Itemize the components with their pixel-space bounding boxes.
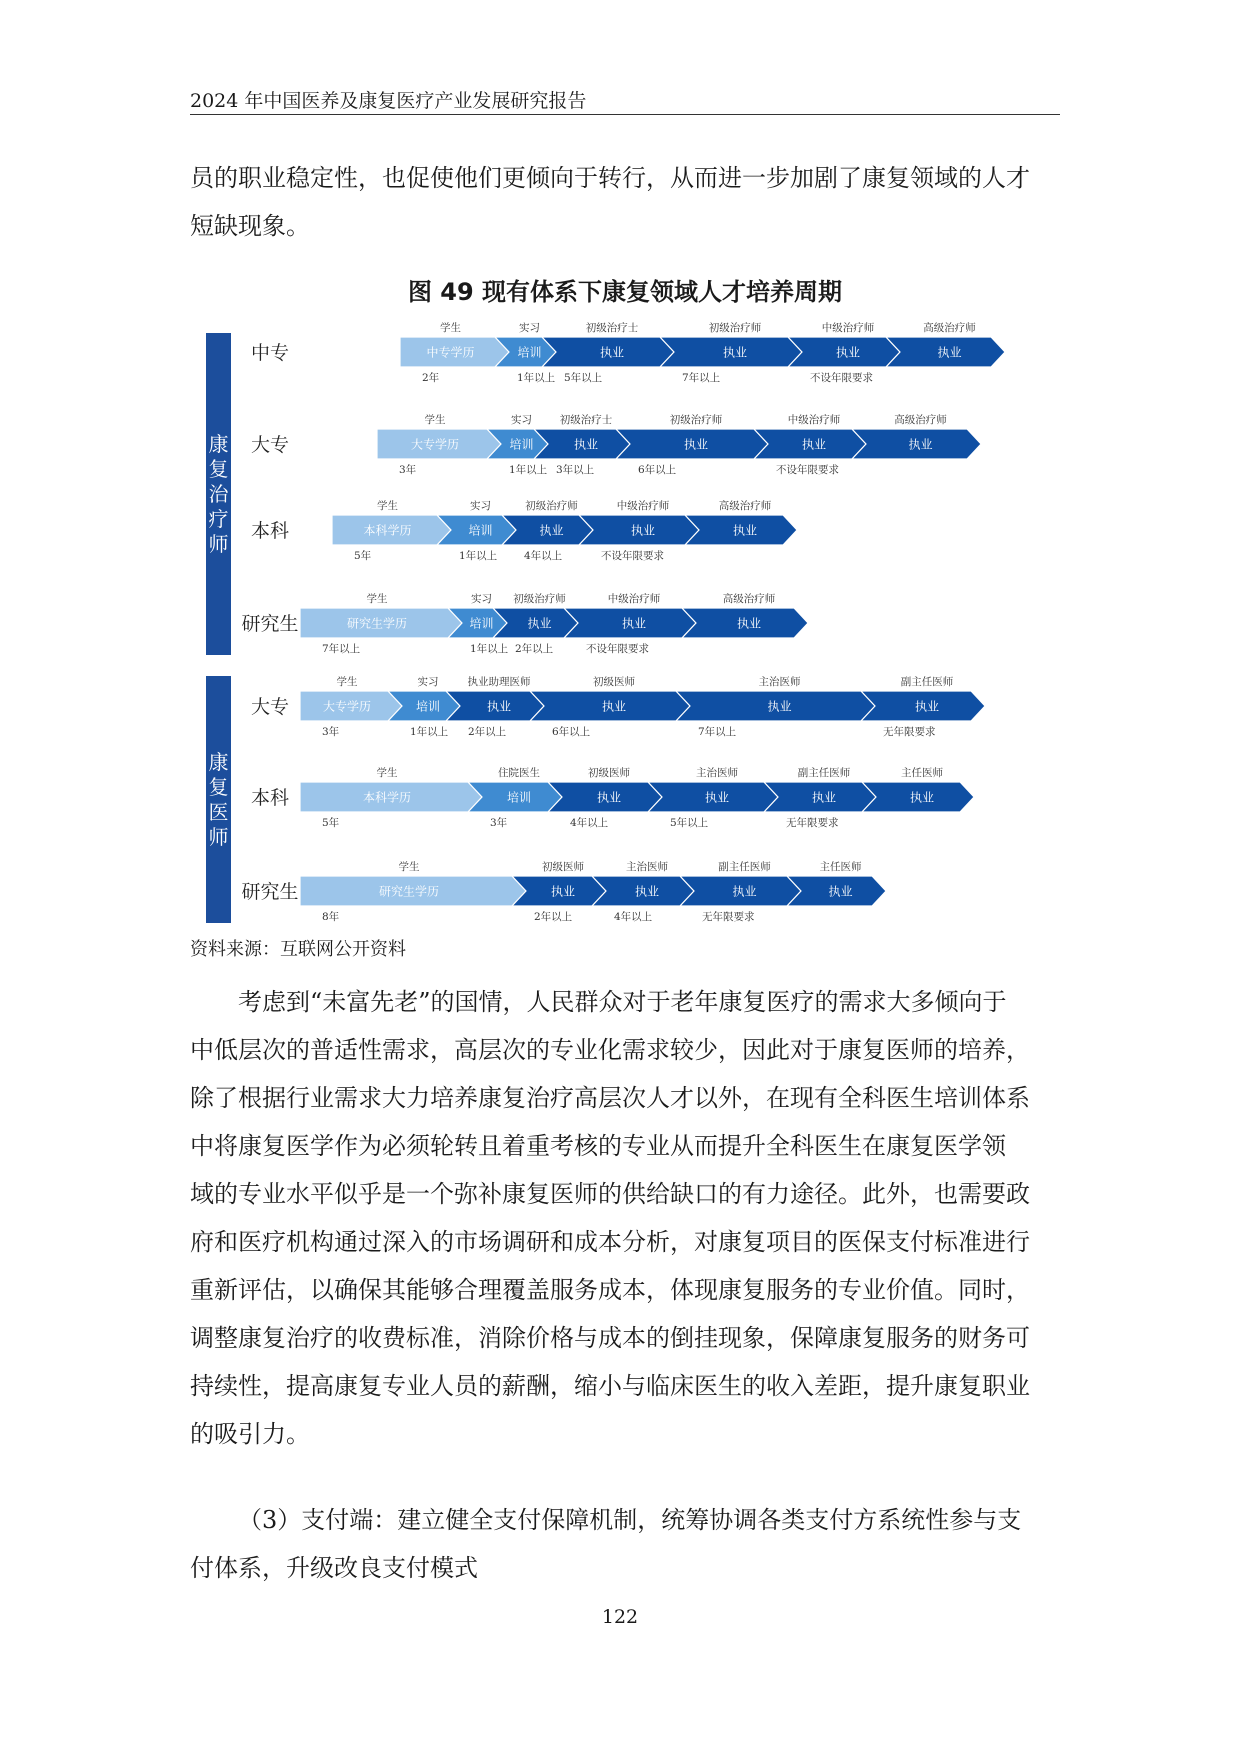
chevron-label: 培训 [468,523,493,538]
row-label: 大专 [250,434,290,456]
page-number: 122 [601,1606,639,1628]
stage-title: 副主任医师 [900,676,954,688]
stage-title: 执业助理医师 [467,676,531,688]
body-line: 中低层次的普适性需求，高层次的专业化需求较少，因此对于康复医师的培养， [190,1036,1030,1064]
stage-duration: 7年以上 [322,643,361,655]
chevron-label: 执业 [634,884,660,899]
stage-duration: 7年以上 [682,372,721,384]
stage-duration: 6年以上 [552,726,591,738]
row-label: 研究生 [241,881,299,903]
group-label-char: 康 [208,432,229,456]
chevron-label: 执业 [828,884,853,899]
stage-title: 初级治疗士 [585,322,639,334]
group-label-char: 复 [208,457,229,481]
stage-duration: 2年以上 [515,643,554,655]
body-line: 考虑到“未富先老”的国情，人民群众对于老年康复医疗的需求大多倾向于 [238,988,1007,1016]
section-heading-paragraph [190,1496,1060,1592]
stage-duration: 4年以上 [614,911,653,923]
stage-title: 住院医生 [498,767,540,779]
stage-title: 实习 [511,414,532,426]
stage-title: 中级治疗师 [607,593,661,605]
intro-line: 员的职业稳定性，也促使他们更倾向于转行，从而进一步加剧了康复领域的人才 [190,164,1030,192]
chevron-label: 执业 [601,699,627,714]
stage-duration: 5年以上 [564,372,603,384]
body-line: 中将康复医学作为必须轮转且着重考核的专业从而提升全科医生在康复医学领 [190,1132,1006,1160]
stage-title: 初级治疗士 [559,414,613,426]
stage-duration: 6年以上 [638,464,677,476]
group-label-char: 治 [208,482,229,506]
chevron-label: 执业 [937,345,962,360]
chevron-label: 执业 [801,437,827,452]
chevron-label: 执业 [527,616,552,631]
stage-title: 主治医师 [758,676,801,688]
chevron-label: 研究生学历 [346,616,408,631]
stage-title: 初级治疗师 [669,414,723,426]
chevron-label: 执业 [835,345,861,360]
stage-title: 实习 [470,500,491,512]
body-line: 的吸引力。 [190,1420,310,1448]
chevron-label: 执业 [596,790,622,805]
stage-title: 学生 [336,676,358,688]
body-line: 域的专业水平似乎是一个弥补康复医师的供给缺口的有力途径。此外，也需要政 [190,1180,1030,1208]
group-label-char: 复 [208,775,229,799]
body-line: 持续性，提高康复专业人员的薪酬，缩小与临床医生的收入差距，提升康复职业 [190,1372,1030,1400]
stage-title: 学生 [424,414,446,426]
stage-title: 实习 [471,593,492,605]
stage-duration: 不设年限要求 [776,464,839,476]
chevron-label: 本科学历 [362,790,412,805]
body-line: 除了根据行业需求大力培养康复治疗高层次人才以外，在现有全科医生培训体系 [190,1084,1030,1112]
chevron-label: 中专学历 [426,345,475,360]
stage-title: 实习 [417,676,439,688]
chevron-label: 执业 [909,790,935,805]
stage-title: 学生 [366,593,388,605]
stage-title: 学生 [376,767,398,779]
chevron-label: 执业 [704,790,730,805]
stage-title: 中级治疗师 [787,414,841,426]
chevron-label: 执业 [908,437,933,452]
chevron-label: 执业 [732,523,758,538]
group-label-char: 疗 [208,507,229,531]
chevron-label: 执业 [736,616,762,631]
stage-duration: 5年 [354,550,372,562]
stage-title: 初级治疗师 [708,322,762,334]
stage-title: 学生 [398,861,420,873]
row-label: 中专 [250,342,290,364]
stage-duration: 1年以上 [509,464,548,476]
stage-duration: 2年 [422,372,440,384]
stage-title: 主任医师 [901,767,943,779]
body-line: 调整康复治疗的收费标准，消除价格与成本的倒挂现象，保障康复服务的财务可 [190,1324,1030,1352]
chevron-label: 执业 [621,616,647,631]
group-label-char: 康 [208,750,229,774]
chevron-label: 执业 [722,345,748,360]
row-label: 本科 [250,520,290,542]
chevron-label: 执业 [811,790,837,805]
stage-duration: 不设年限要求 [586,643,649,655]
body-line: 府和医疗机构通过深入的市场调研和成本分析，对康复项目的医保支付标准进行 [190,1228,1030,1256]
stage-title: 初级治疗师 [513,593,566,605]
chevron-label: 培训 [517,345,542,360]
chevron-label: 执业 [486,699,512,714]
stage-duration: 不设年限要求 [810,372,873,384]
chevron-label: 培训 [415,699,441,714]
stage-title: 初级医师 [593,676,635,688]
stage-title: 中级治疗师 [821,322,875,334]
stage-duration: 3年以上 [556,464,595,476]
stage-duration: 不设年限要求 [601,550,664,562]
stage-title: 副主任医师 [718,861,771,873]
stage-title: 高级治疗师 [722,593,776,605]
stage-duration: 1年以上 [459,550,498,562]
running-header: 2024 年中国医养及康复医疗产业发展研究报告 [190,90,587,112]
chevron-label: 培训 [469,616,494,631]
chevron-label: 执业 [732,884,757,899]
stage-title: 高级治疗师 [894,414,947,426]
figure-title: 图 49 现有体系下康复领域人才培养周期 [407,278,843,306]
chevron-label: 执业 [599,345,625,360]
chevron-label: 执业 [914,699,940,714]
stage-duration: 无年限要求 [883,726,936,738]
chevron-label: 执业 [573,437,599,452]
chevron-label: 执业 [550,884,576,899]
stage-title: 初级治疗师 [525,500,578,512]
section-line: 付体系，升级改良支付模式 [190,1554,478,1582]
stage-title: 主治医师 [626,861,668,873]
stage-title: 初级医师 [588,767,630,779]
stage-title: 主治医师 [696,767,738,779]
stage-duration: 无年限要求 [786,817,839,829]
chevron-label: 本科学历 [363,523,412,538]
group-label-char: 师 [208,532,229,556]
body-paragraph [190,978,1060,1458]
stage-duration: 5年 [322,817,340,829]
stage-title: 初级医师 [542,861,584,873]
group-label-char: 师 [208,825,229,849]
stage-duration: 2年以上 [534,911,573,923]
chevron-label: 大专学历 [322,699,372,714]
chevron-label: 执业 [539,523,564,538]
stage-title: 高级治疗师 [718,500,772,512]
section-line: （3）支付端：建立健全支付保障机制，统筹协调各类支付方系统性参与支 [238,1506,1022,1534]
stage-duration: 8年 [322,911,340,923]
stage-title: 副主任医师 [797,767,851,779]
row-label: 本科 [250,787,290,809]
chevron-label: 执业 [683,437,709,452]
stage-title: 主任医师 [819,861,862,873]
chevron-label: 培训 [506,790,532,805]
stage-duration: 3年 [322,726,340,738]
chevron-label: 执业 [630,523,656,538]
stage-duration: 7年以上 [698,726,737,738]
chevron-label: 研究生学历 [378,884,440,899]
stage-title: 中级治疗师 [616,500,670,512]
group-label-char: 医 [208,800,229,824]
row-label: 研究生 [241,613,299,635]
row-label: 大专 [250,696,290,718]
chevron-label: 执业 [767,699,792,714]
chevron-label: 大专学历 [410,437,460,452]
stage-duration: 4年以上 [570,817,609,829]
chevron-label: 培训 [509,437,534,452]
stage-duration: 3年 [490,817,508,829]
stage-duration: 2年以上 [468,726,507,738]
stage-duration: 1年以上 [470,643,509,655]
stage-duration: 3年 [399,464,417,476]
stage-duration: 5年以上 [670,817,709,829]
stage-title: 高级治疗师 [923,322,976,334]
stage-duration: 1年以上 [410,726,449,738]
stage-duration: 4年以上 [524,550,563,562]
stage-duration: 无年限要求 [702,911,755,923]
intro-line: 短缺现象。 [190,212,310,240]
stage-title: 学生 [377,500,398,512]
stage-title: 实习 [519,322,540,334]
body-line: 重新评估，以确保其能够合理覆盖服务成本，体现康复服务的专业价值。同时， [190,1276,1030,1304]
stage-duration: 1年以上 [517,372,556,384]
figure-source: 资料来源：互联网公开资料 [190,939,406,960]
stage-title: 学生 [440,322,461,334]
